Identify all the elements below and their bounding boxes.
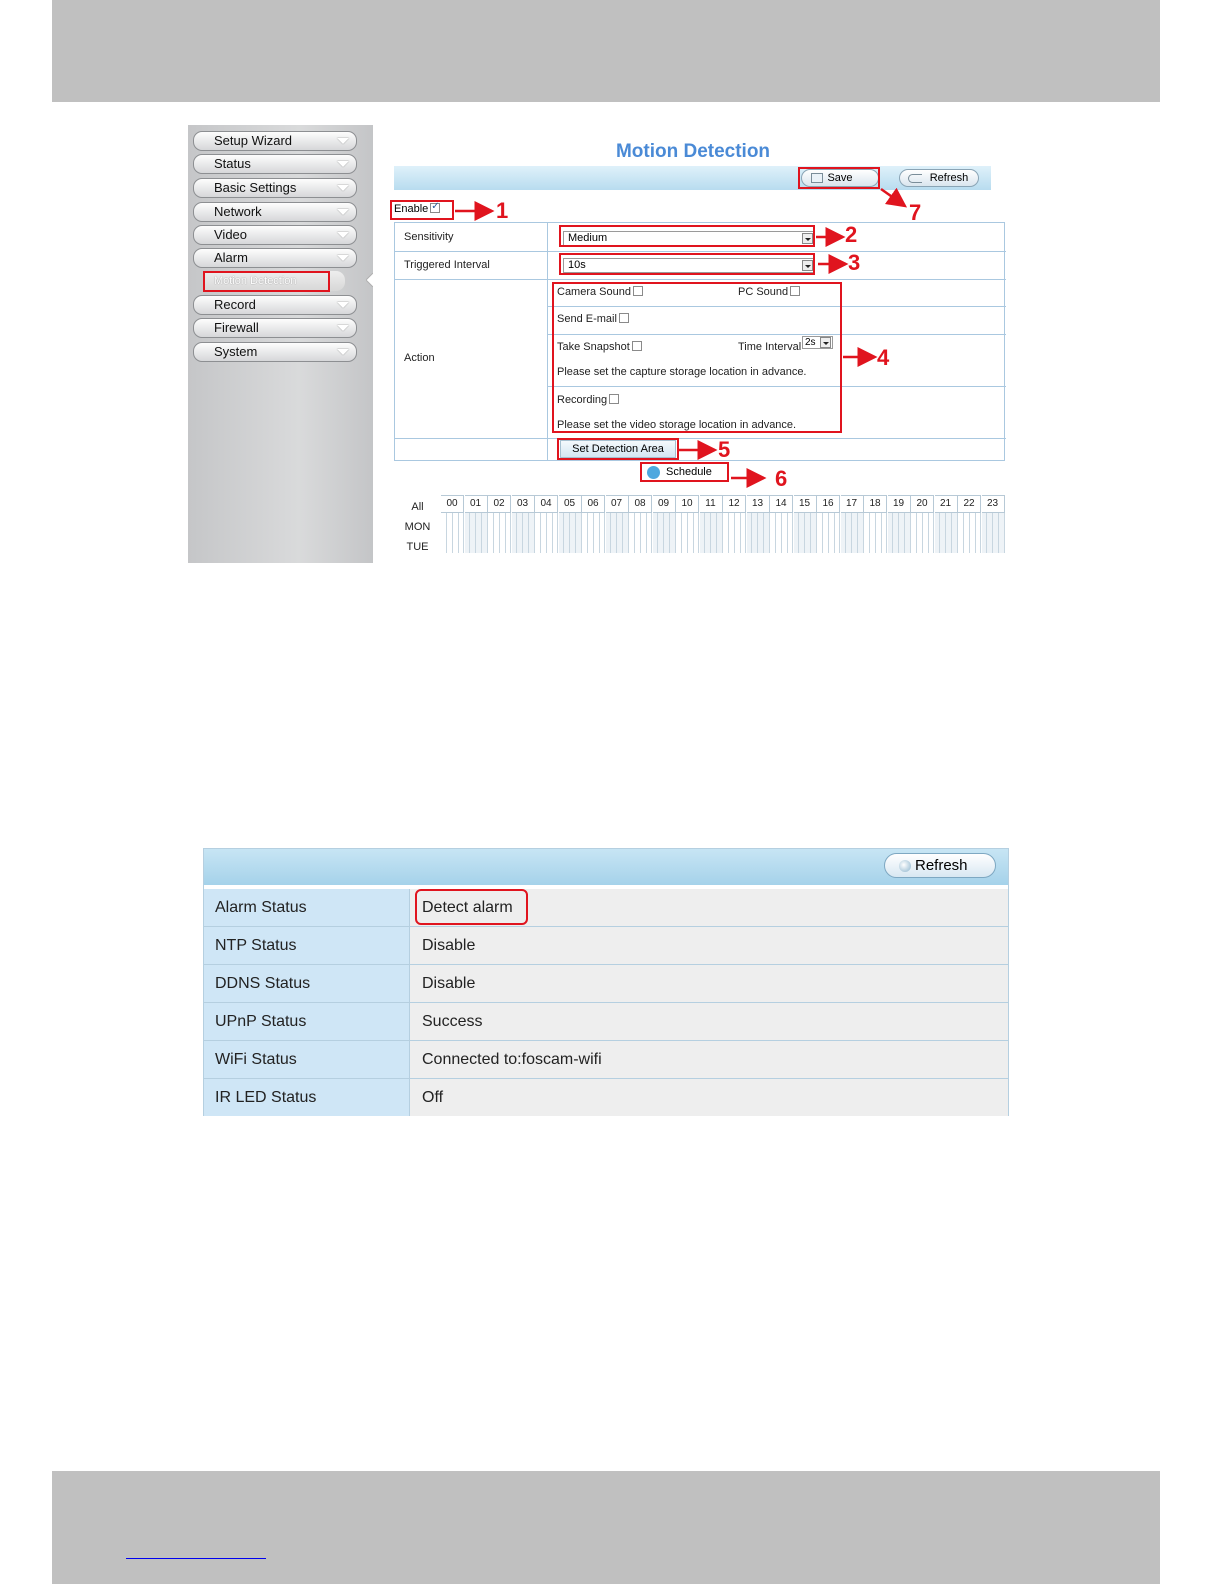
callout-6: 6 [775, 466, 788, 491]
take-snapshot-field [557, 341, 642, 353]
take-snapshot-label: Take Snapshot [557, 341, 630, 353]
status-value: Detect alarm [410, 889, 1008, 926]
schedule-hour-cell[interactable]: 05 [559, 495, 582, 513]
refresh-button[interactable] [899, 169, 979, 187]
callout-4: 4 [877, 345, 890, 370]
take-snapshot-checkbox[interactable] [632, 341, 642, 351]
status-value: Off [410, 1079, 1008, 1116]
callout-3: 3 [848, 250, 861, 275]
sidebar-item-alarm[interactable] [193, 248, 357, 268]
schedule-hour-cell[interactable]: 23 [982, 495, 1005, 513]
sidebar-item-firewall[interactable] [193, 318, 357, 338]
camera-sound-checkbox[interactable] [633, 286, 643, 296]
chevron-down-icon [337, 185, 349, 191]
clock-icon [647, 466, 660, 479]
divider [395, 438, 1006, 439]
enable-label: Enable [394, 203, 429, 215]
status-key: WiFi Status [204, 1041, 410, 1078]
device-status-screenshot [203, 848, 1009, 1116]
schedule-hour-cell[interactable]: 17 [841, 495, 864, 513]
schedule-day-label: MON [404, 521, 431, 533]
status-key: NTP Status [204, 927, 410, 964]
sidebar-item-label: Setup Wizard [214, 133, 293, 148]
status-refresh-label: Refresh [915, 857, 968, 874]
schedule-all-label: All [411, 501, 424, 513]
schedule-hour-cell[interactable]: 20 [911, 495, 934, 513]
schedule-day-label: TUE [406, 541, 429, 553]
schedule-hour-cell[interactable]: 21 [935, 495, 958, 513]
status-toolbar [204, 849, 1008, 885]
action-label: Action [404, 352, 435, 364]
schedule-hour-cell[interactable]: 09 [653, 495, 676, 513]
refresh-icon [908, 174, 922, 183]
sensitivity-label: Sensitivity [404, 231, 454, 243]
chevron-down-icon [337, 161, 349, 167]
chevron-down-icon [820, 337, 831, 348]
status-row [204, 889, 1008, 927]
pc-sound-field [738, 286, 800, 298]
footer-link[interactable] [126, 1558, 266, 1559]
schedule-grid [394, 495, 1005, 563]
recording-label: Recording [557, 394, 608, 406]
send-email-label: Send E-mail [557, 313, 617, 325]
sidebar-item-label: Firewall [214, 320, 259, 335]
schedule-hour-cell[interactable]: 16 [817, 495, 840, 513]
snapshot-note: Please set the capture storage location in advance. [557, 366, 807, 378]
page-footer-band [52, 1471, 1160, 1584]
recording-field [557, 394, 619, 406]
chevron-down-icon [337, 349, 349, 355]
status-value: Disable [410, 927, 1008, 964]
schedule-hour-cell[interactable]: 03 [512, 495, 535, 513]
chevron-down-icon [337, 232, 349, 238]
status-row [204, 1079, 1008, 1116]
schedule-hour-cell[interactable]: 08 [629, 495, 652, 513]
triggered-interval-select[interactable] [563, 258, 815, 273]
sidebar [188, 125, 373, 563]
schedule-hour-cell[interactable]: 12 [723, 495, 746, 513]
time-interval-select[interactable] [802, 336, 833, 349]
triggered-interval-value: 10s [568, 259, 586, 271]
schedule-label: Schedule [666, 466, 712, 478]
active-pointer-icon [366, 273, 373, 287]
schedule-hour-cell[interactable]: 22 [958, 495, 981, 513]
status-row [204, 965, 1008, 1003]
send-email-field [557, 313, 629, 325]
chevron-down-icon [802, 260, 813, 271]
schedule-hour-cell[interactable]: 07 [606, 495, 629, 513]
sidebar-item-system[interactable] [193, 342, 357, 362]
sidebar-item-label: Status [214, 156, 251, 171]
sidebar-item-setup-wizard[interactable] [193, 131, 357, 151]
sidebar-subitem-label: Motion Detection [214, 275, 297, 287]
enable-field [394, 203, 440, 215]
callout-2: 2 [845, 222, 858, 247]
schedule-hour-cell[interactable]: 10 [676, 495, 699, 513]
divider [395, 251, 1006, 252]
settings-form [394, 222, 1005, 461]
status-key: IR LED Status [204, 1079, 410, 1116]
sidebar-item-video[interactable] [193, 225, 357, 245]
page-header-band [52, 0, 1160, 102]
schedule-hour-cell[interactable]: 18 [864, 495, 887, 513]
motion-detection-screenshot [188, 125, 1024, 563]
callout-5: 5 [718, 437, 731, 462]
recording-note: Please set the video storage location in advance. [557, 419, 797, 431]
set-detection-area-button[interactable] [560, 440, 676, 458]
chevron-down-icon [337, 255, 349, 261]
send-email-checkbox[interactable] [619, 313, 629, 323]
sidebar-item-network[interactable] [193, 202, 357, 222]
refresh-icon [899, 860, 911, 872]
status-row [204, 1041, 1008, 1079]
sidebar-item-status[interactable] [193, 154, 357, 174]
camera-sound-label: Camera Sound [557, 286, 631, 298]
divider [547, 306, 1006, 307]
time-interval-label: Time Interval [738, 341, 802, 353]
divider [395, 279, 1006, 280]
status-value: Connected to:foscam-wifi [410, 1041, 1008, 1078]
save-button[interactable] [801, 169, 879, 187]
status-key: Alarm Status [204, 889, 410, 926]
divider [547, 386, 1006, 387]
callout-1: 1 [496, 198, 509, 223]
status-value: Success [410, 1003, 1008, 1040]
schedule-hour-cell[interactable]: 02 [488, 495, 511, 513]
save-icon [811, 173, 823, 183]
schedule-hour-cell[interactable]: 00 [441, 495, 464, 513]
time-interval-value: 2s [805, 337, 816, 348]
status-key: UPnP Status [204, 1003, 410, 1040]
sidebar-item-basic-settings[interactable] [193, 178, 357, 198]
enable-checkbox[interactable] [430, 203, 440, 213]
schedule-hour-cell[interactable]: 13 [747, 495, 770, 513]
recording-checkbox[interactable] [609, 394, 619, 404]
chevron-down-icon [802, 233, 813, 244]
status-refresh-button[interactable] [884, 853, 996, 878]
schedule-hour-cell[interactable]: 14 [770, 495, 793, 513]
camera-sound-field [557, 286, 643, 298]
sidebar-item-label: System [214, 344, 258, 359]
sidebar-item-label: Video [214, 227, 248, 242]
chevron-down-icon [337, 302, 349, 308]
status-value: Disable [410, 965, 1008, 1002]
sidebar-item-label: Network [214, 204, 262, 219]
schedule-hour-cell[interactable]: 01 [465, 495, 488, 513]
schedule-slot[interactable] [999, 513, 1005, 553]
schedule-button[interactable] [642, 464, 726, 480]
schedule-hour-cell[interactable]: 19 [888, 495, 911, 513]
main-content [374, 125, 1024, 563]
sidebar-item-label: Basic Settings [214, 180, 297, 195]
status-row [204, 1003, 1008, 1041]
sidebar-item-label: Record [214, 297, 256, 312]
chevron-down-icon [337, 209, 349, 215]
page-title: Motion Detection [615, 141, 771, 162]
divider [547, 334, 1006, 335]
schedule-hour-cell[interactable]: 15 [794, 495, 817, 513]
sensitivity-select[interactable] [563, 231, 815, 246]
chevron-down-icon [337, 138, 349, 144]
schedule-hour-cell[interactable]: 04 [535, 495, 558, 513]
status-row [204, 927, 1008, 965]
triggered-interval-label: Triggered Interval [404, 259, 490, 271]
sensitivity-value: Medium [568, 232, 608, 244]
sidebar-item-record[interactable] [193, 295, 357, 315]
save-label: Save [827, 172, 853, 184]
callout-7: 7 [909, 200, 922, 225]
pc-sound-checkbox[interactable] [790, 286, 800, 296]
pc-sound-label: PC Sound [738, 286, 789, 298]
schedule-hour-cell[interactable]: 11 [700, 495, 723, 513]
schedule-hour-cell[interactable]: 06 [582, 495, 605, 513]
set-detection-area-label: Set Detection Area [572, 443, 664, 455]
refresh-label: Refresh [929, 172, 969, 184]
sidebar-subitem-motion-detection[interactable] [203, 271, 345, 291]
divider [547, 223, 548, 461]
chevron-down-icon [337, 325, 349, 331]
sidebar-item-label: Alarm [214, 250, 248, 265]
status-key: DDNS Status [204, 965, 410, 1002]
